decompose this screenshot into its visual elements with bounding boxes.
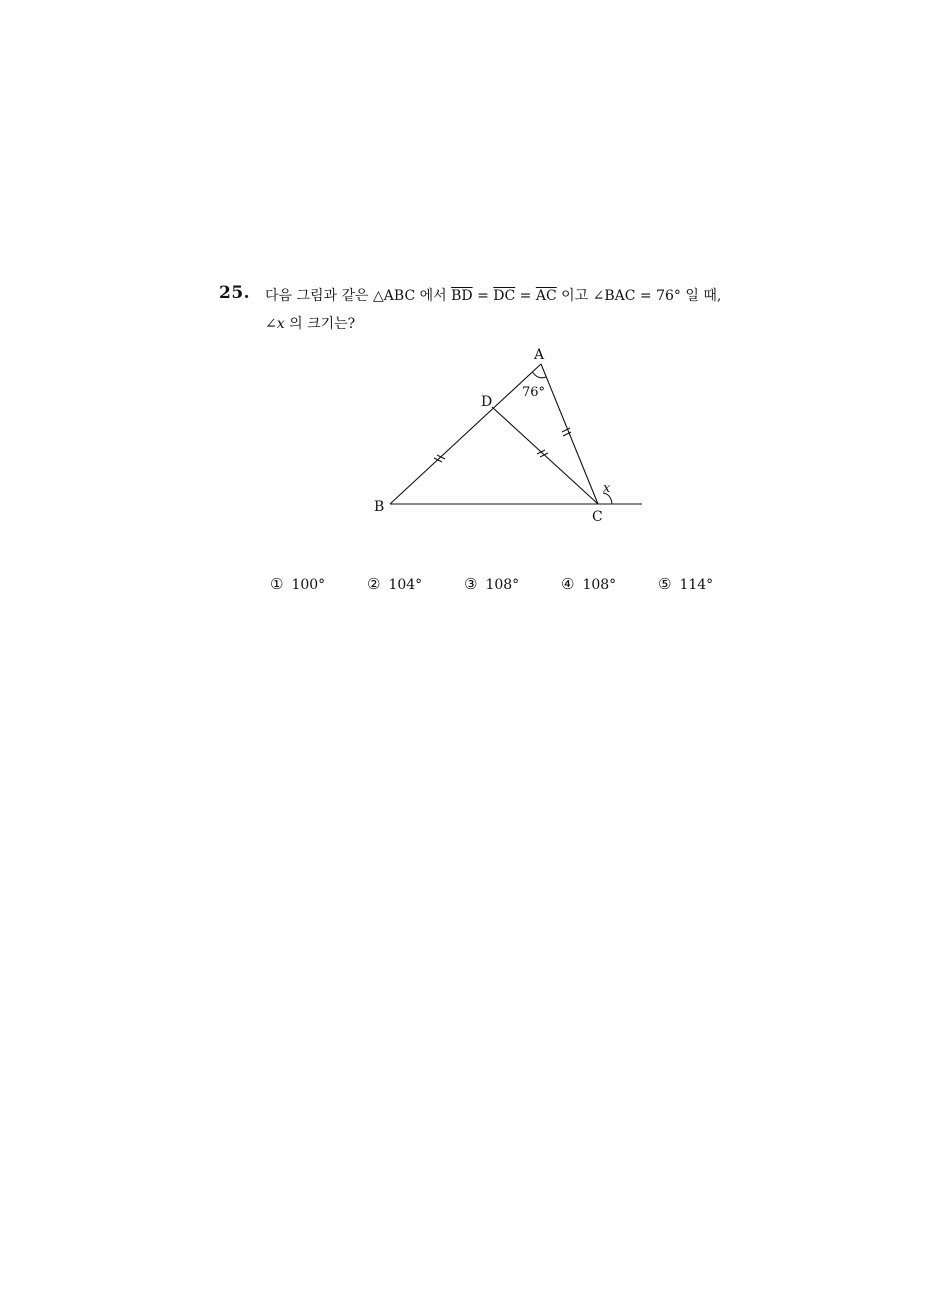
choice-1-value: 100° xyxy=(291,577,326,593)
choice-1[interactable] xyxy=(270,575,325,593)
choice-3-value: 108° xyxy=(485,577,520,593)
choice-5[interactable] xyxy=(658,575,713,593)
angle-label-76: 76° xyxy=(522,385,546,400)
segment-bd: $\overline{BD}$ xyxy=(451,288,473,304)
choice-2-value: 104° xyxy=(388,577,423,593)
choice-5-mark: ⑤ xyxy=(658,575,672,593)
choice-3-mark: ③ xyxy=(464,575,478,593)
question-line-2 xyxy=(265,315,355,333)
question-condition: 이고 ∠BAC = 76° 일 때, xyxy=(556,288,722,304)
segment-ac: $\overline{AC}$ xyxy=(535,288,557,304)
angle-label-x: x xyxy=(603,481,611,496)
question-intro: 다음 그림과 같은 △ABC 에서 xyxy=(265,288,447,304)
label-b: B xyxy=(374,499,385,515)
segment-ac-line xyxy=(541,364,598,504)
segment-dc: $\overline{DC}$ xyxy=(493,288,516,304)
choice-3[interactable] xyxy=(464,575,519,593)
choice-4[interactable] xyxy=(561,575,616,593)
segment-ab xyxy=(390,364,541,504)
question-ask: 의 크기는? xyxy=(284,316,356,332)
angle-arc-a xyxy=(533,372,547,378)
answer-choices xyxy=(270,575,730,597)
choice-2-mark: ② xyxy=(367,575,381,593)
equals-sign-2: = xyxy=(515,288,536,304)
label-a: A xyxy=(534,347,545,363)
triangle-figure xyxy=(360,340,660,530)
label-d: D xyxy=(481,394,493,410)
segment-dc-line xyxy=(492,407,598,504)
choice-1-mark: ① xyxy=(270,575,284,593)
problem-number: 25. xyxy=(219,283,251,303)
equals-sign-1: = xyxy=(472,288,494,304)
choice-2[interactable] xyxy=(367,575,422,593)
question-line-1 xyxy=(265,287,721,305)
angle-variable: x xyxy=(276,316,285,332)
angle-symbol: ∠ xyxy=(265,316,277,332)
label-c: C xyxy=(592,509,603,525)
choice-4-mark: ④ xyxy=(561,575,575,593)
choice-4-value: 108° xyxy=(582,577,617,593)
choice-5-value: 114° xyxy=(679,577,714,593)
